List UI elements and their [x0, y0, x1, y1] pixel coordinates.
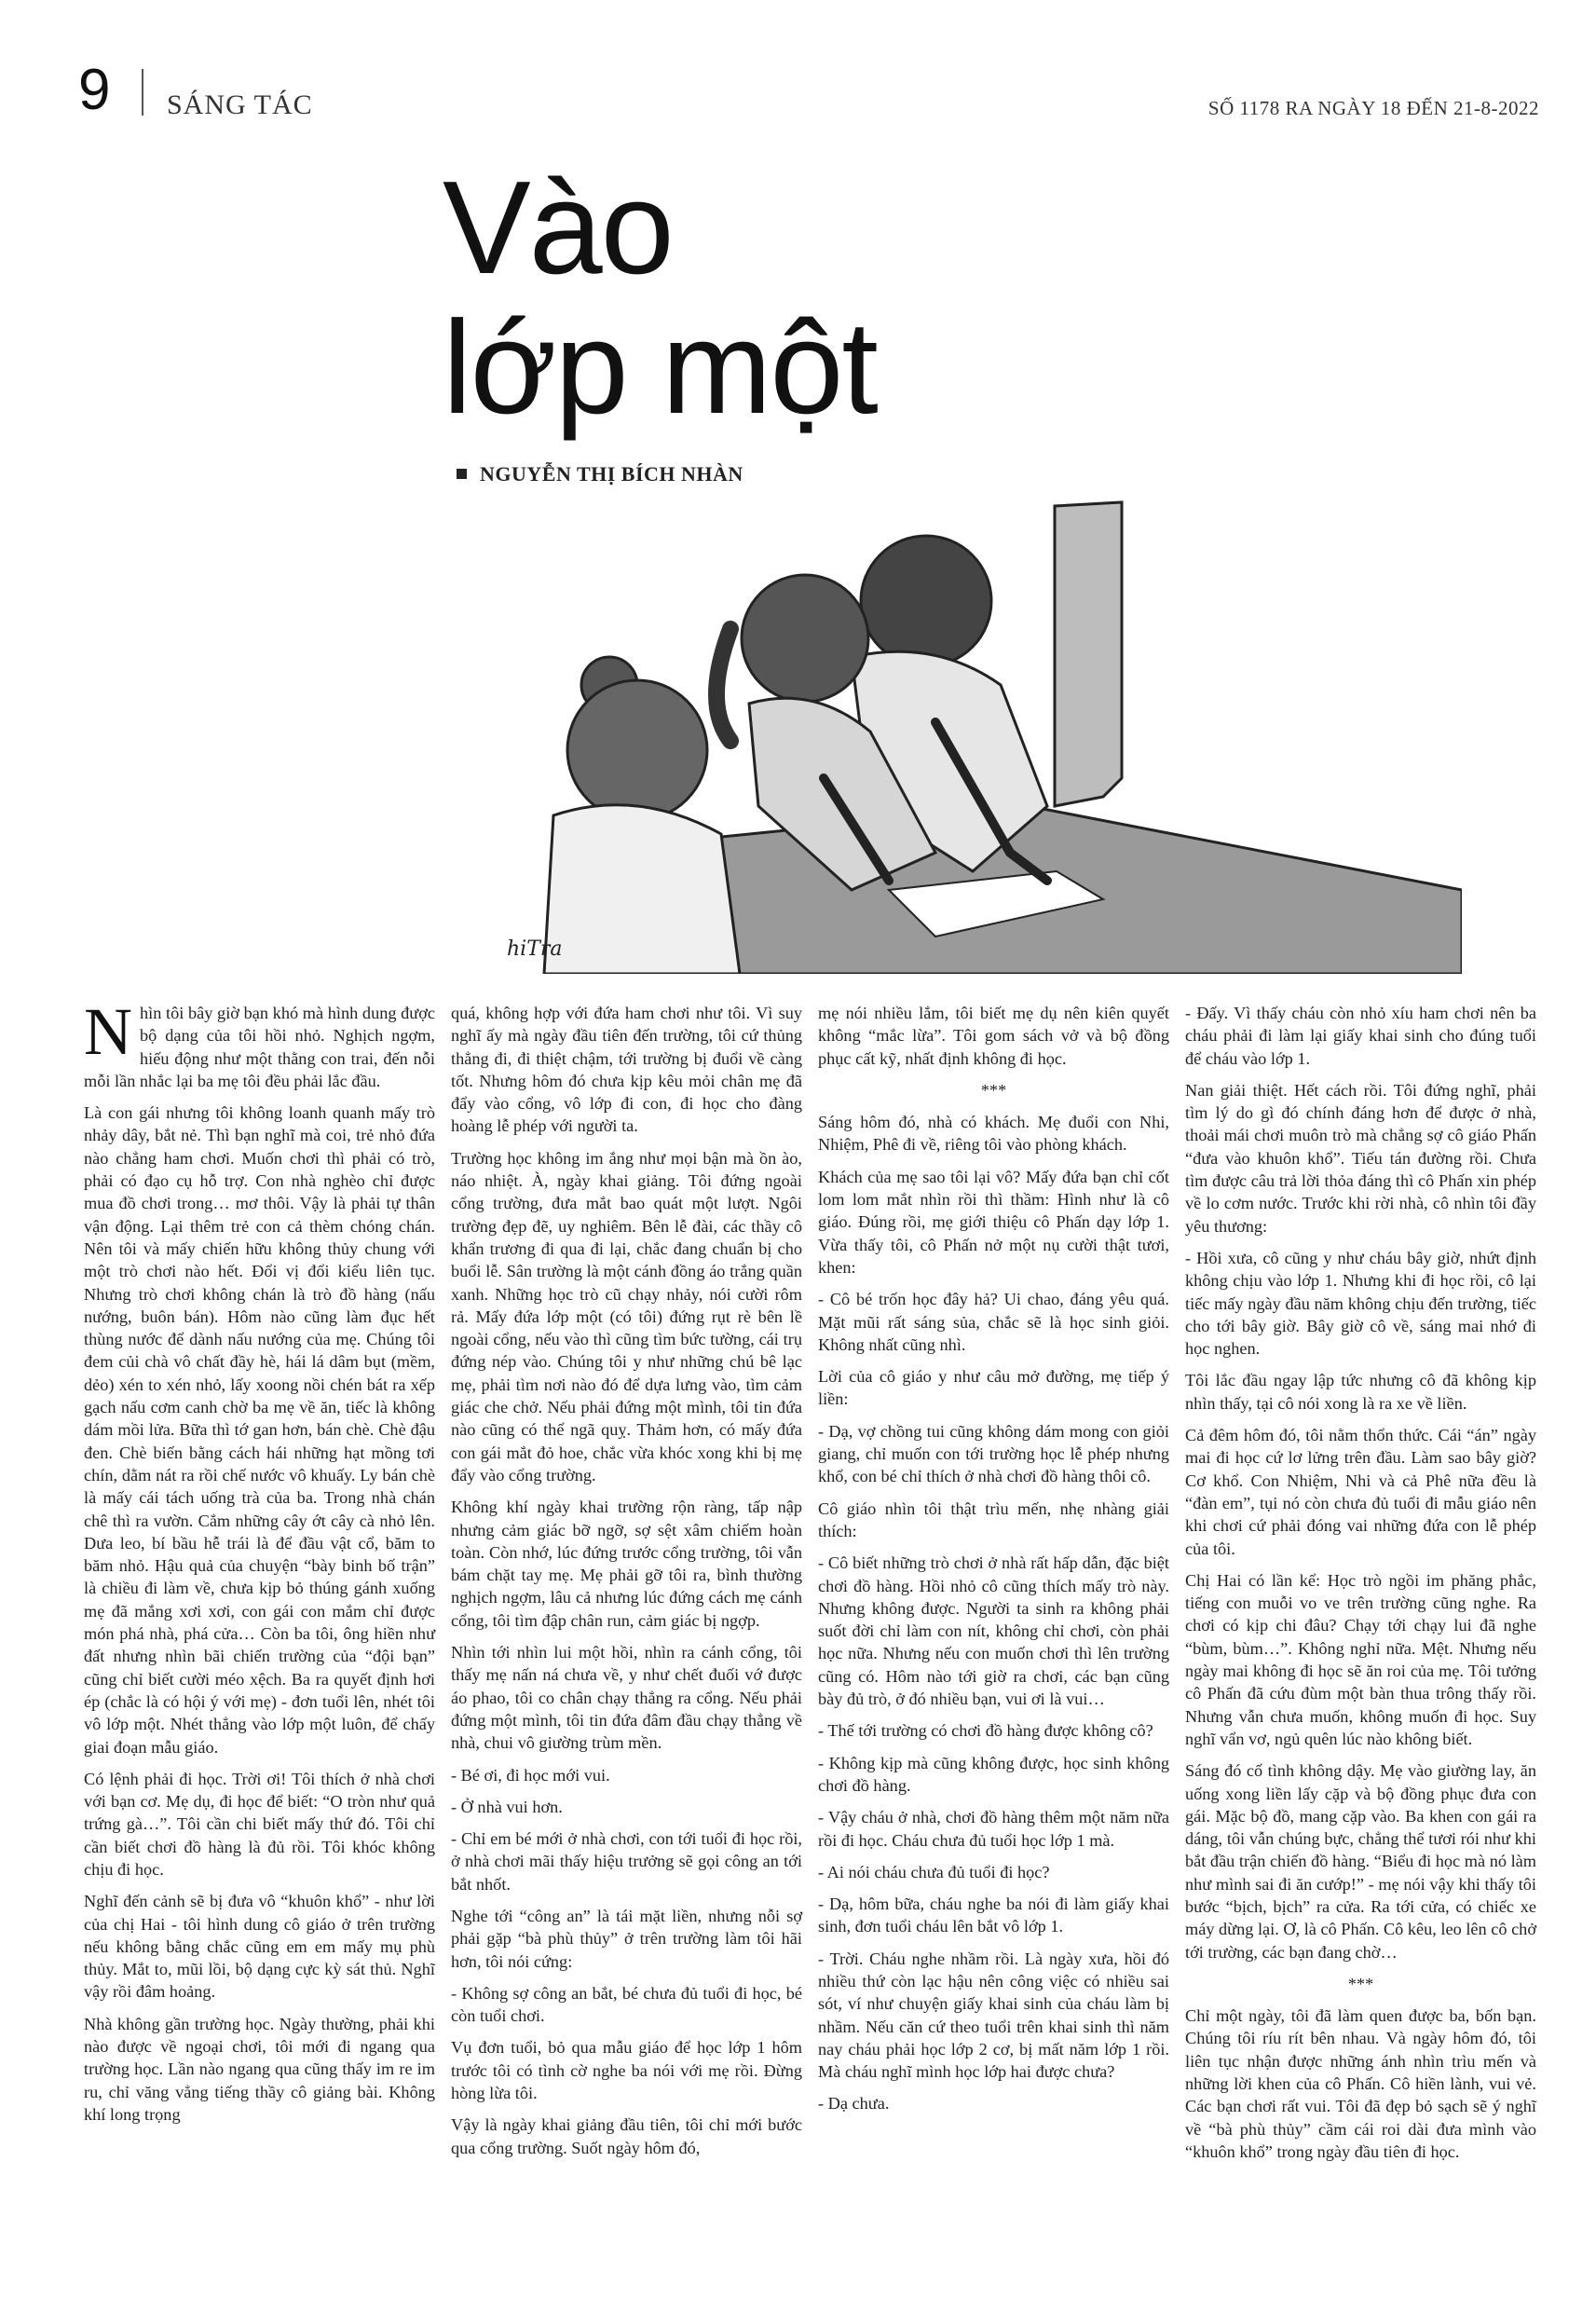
paragraph: - Vậy cháu ở nhà, chơi đồ hàng thêm một năm nữa rồi đi học. Cháu chưa đủ tuổi học lớp 1 mà. — [818, 1808, 1169, 1850]
text-column-3 — [818, 1002, 1169, 2125]
paragraph: - Không kịp mà cũng không được, học sinh không chơi đồ hàng. — [818, 1753, 1169, 1795]
text-column-1 — [84, 994, 435, 2135]
paragraph: Sáng hôm đó, nhà có khách. Mẹ đuổi con Nhi, Nhiệm, Phê đi về, riêng tôi vào phòng khách. — [818, 1113, 1169, 1155]
title-line-1: Vào — [443, 154, 673, 302]
paragraph: Nhìn tới nhìn lui một hồi, nhìn ra cánh cổng, tôi thấy mẹ nấn ná chưa về, y như chết đuối vớ được áo phao, tôi co chân chạy thẳng ra cổng. Nếu phải đứng một mình, tôi tin đứa đâm đầu chạy thẳng về nhà, chui vô giường trùm mền. — [451, 1643, 802, 1753]
title-line-2: lớp một — [443, 294, 877, 442]
paragraph: - Bé ơi, đi học mới vui. — [451, 1765, 610, 1785]
byline — [457, 462, 743, 486]
paragraph: Cô giáo nhìn tôi thật trìu mến, nhẹ nhàng giải thích: — [818, 1498, 1169, 1540]
paragraph: quá, không hợp với đứa ham chơi như tôi. Vì suy nghĩ ấy mà ngày đầu tiên đến trường, tôi cứ thủng thẳng đi, đi thiệt chậm, tới trường bị đuổi về càng tốt. Nhưng hôm đó chưa kịp kêu mỏi chân mẹ đã đẩy vào cổng, vô lớp đi con, đi học cho đàng hoàng lễ phép với người ta. — [451, 1004, 802, 1136]
paragraph: - Ở nhà vui hơn. — [451, 1797, 563, 1816]
paragraph: Chỉ một ngày, tôi đã làm quen được ba, bốn bạn. Chúng tôi ríu rít bên nhau. Và ngày hôm đó, tôi liên tục nhận được những ánh nhìn trìu mến và những lời khen của cô Phấn. Cô hiền lành, vui vẻ. Các bạn chơi rất vui. Tôi đã đẹp bỏ sạch sẽ ý nghĩ về “bà phù thủy” cầm cái roi dài đưa mình vào “khuôn khổ” trong ngày đầu tiên đi học. — [1185, 2006, 1536, 2161]
paragraph: - Dạ chưa. — [818, 2094, 890, 2114]
paragraph: - Cô biết những trò chơi ở nhà rất hấp dẫn, đặc biệt chơi đồ hàng. Hồi nhỏ cô cũng thích mấy trò này. Nhưng không được. Người ta sinh ra không phải suốt đời chỉ làm con nít, không chỉ chơi, còn phải học nữa. Nhưng nếu con muốn chơi thì lên trường cũng có. Hôm nào tới giờ ra chơi, các bạn cũng bày đủ trò, ở đó nhiều bạn, vui ơi là vui… — [818, 1553, 1169, 1709]
paragraph: Lời của cô giáo y như câu mở đường, mẹ tiếp ý liền: — [818, 1367, 1169, 1409]
author-name: NGUYỄN THỊ BÍCH NHÀN — [480, 462, 743, 486]
section-break: *** — [1347, 1974, 1374, 1993]
paragraph: Trường học không im ắng như mọi bận mà ồn ào, náo nhiệt. À, ngày khai giảng. Tôi đứng ngoài cổng trường, đưa mắt bao quát một lượt. Ngôi trường đẹp đẽ, uy nghiêm. Bên lễ đài, các thầy cô khẩn trương đi qua đi lại, chắc đang chuẩn bị cho buổi lễ. Sân trường là một cánh đồng áo trắng quần xanh. Những học trò cũ chạy nhảy, nói cười rôm rả. Mấy đứa lớp một (có tôi) đứng rụt rè bên lề ngoài cổng, nếu vào thì cũng tìm bức tường, cái trụ đứng nép vào. Chúng tôi y như những chú bê lạc mẹ, phải tìm nơi nào đó để dựa lưng vào, tìm cảm giác che chở. Nếu phải đứng một mình, tôi tin đứa nào cũng có thể ngã quỵ. Thảm hơn, có mấy đứa con gái mắt đỏ hoe, chắc vừa khóc xong khi bị mẹ đẩy vào cổng trường. — [451, 1148, 802, 1484]
section-break: *** — [980, 1080, 1007, 1100]
text-column-4 — [1185, 1002, 1536, 2172]
paragraph: mẹ nói nhiều lắm, tôi biết mẹ dụ nên kiên quyết không “mắc lừa”. Tôi gom sách vở và bộ đồng phục cất kỹ, nhất định không đi học. — [818, 1004, 1169, 1068]
paragraph: Tôi lắc đầu ngay lập tức nhưng cô đã không kịp nhìn thấy, tại cô nói xong là ra xe về liền. — [1185, 1371, 1536, 1413]
paragraph: Vụ đơn tuổi, bỏ qua mẫu giáo để học lớp 1 hôm trước tôi có tình cờ nghe ba nói với mẹ rồi. Đừng hòng lừa tôi. — [451, 2038, 802, 2103]
paragraph: Có lệnh phải đi học. Trời ơi! Tôi thích ở nhà chơi với bạn cơ. Mẹ dụ, đi học để biết: “O tròn như quả trứng gà…”. Tôi cần chi biết mấy thứ đó. Tôi chỉ cần biết chơi đồ hàng là đủ rồi. Tôi khóc không chịu đi học. — [84, 1769, 435, 1879]
text-column-2 — [451, 1002, 802, 2168]
paragraph: - Thế tới trường có chơi đồ hàng được không cô? — [818, 1721, 1153, 1741]
illustration-signature: hiTra — [507, 937, 563, 961]
paragraph: Nhìn tôi bây giờ bạn khó mà hình dung được bộ dạng của tôi hồi nhỏ. Nghịch ngợm, hiếu động như một thằng con trai, đến nỗi mỗi lần nhắc lại ba mẹ tôi đều phải lắc đầu. — [84, 994, 435, 1090]
paragraph: - Trời. Cháu nghe nhầm rồi. Là ngày xưa, hồi đó nhiều thứ còn lạc hậu nên công việc có nhiều sai sót, ví như chuyện giấy khai sinh của cháu làm bị nhầm. Nếu căn cứ theo tuổi trên khai sinh thì năm nay cháu phải học lớp 2 cơ, bị mất năm lớp 1 rồi. Mà cháu nghĩ mình học lớp hai được chưa? — [818, 1949, 1169, 2082]
paragraph: Sáng đó cố tình không dậy. Mẹ vào giường lay, ăn uống xong liền lấy cặp và bộ đồng phục đưa con gái. Mặc bộ đồ, mang cặp vào. Ba khen con gái ra dáng, tôi vẫn chúng bực, chẳng thể tươi rói như khi bắt đầu trận chiến đồ hàng. “Biểu đi học mà nó làm như mình sai đi ăn cướp!” - mẹ nói vậy khi thấy tôi bước “bịch, bịch” ra cửa. Ra tới cửa, có chiếc xe máy dừng lại. Ơ, là cô Phấn. Cô kêu, leo lên cô chở tới trường, các bạn đang chờ… — [1185, 1761, 1536, 1962]
paragraph: Nhà không gần trường học. Ngày thường, phải khi nào được về ngoại chơi, tôi mới đi ngang qua trường học. Lần nào ngang qua cũng thấy im re im ru, chỉ văng vẳng tiếng thầy cô giảng bài. Không khí long trọng — [84, 2014, 435, 2124]
paragraph: Là con gái nhưng tôi không loanh quanh mấy trò nhảy dây, bắt nẻ. Thì bạn nghĩ mà coi, trẻ nhỏ đứa nào chẳng ham chơi. Muốn chơi thì phải có trò, phải có đạo cụ hỗ trợ. Con nhà nghèo chỉ được mua đồ chơi trong… mơ thôi. Vậy là phải tự thân vận động. Lại thêm trẻ con cả thèm chóng chán. Nên tôi và mấy chiến hữu không thủy chung với một trò chơi nào hết. Đổi vị đổi kiểu liên tục. Nhưng trò chơi không chán là trò đồ hàng (nấu nướng, buôn bán). Hôm nào cũng làm đục hết thùng nước để dành nấu nướng của mẹ. Chúng tôi đem củi chà vô chất đầy hè, hái lá dâm bụt (mềm, dẻo) xén to xén nhỏ, lấy xoong nồi chén bát ra xếp gạch nấu cơm canh chờ ba mẹ về ăn, tiếc là không dám mồi lửa. Bữa thì tớ gan hơn, bán chè. Chè đậu đen. Chè biến bằng cách hái những hạt mồng tơi chín, dằm nát ra rồi chế nước vô khuấy. Ly bán chè là mấy cái tách uống trà của ba. Trong nhà chán chê thì ra vườn. Cắm những cây ớt cây cà nhỏ lên. Dưa leo, bí bầu hễ trái là để đầu vật cổ, băm to băm nhỏ. Hậu quả của chuyện “bày binh bố trận” là chiều đi làm về, chưa kịp bỏ thúng gánh xuống mẹ đã mắng xơi xơi, con gái con mắm chỉ được món phá nhà, phá cửa… Còn ba tôi, ông hiền như đất nhưng nhìn bãi chiến trường của “đội bạn” cũng chỉ biết cười méo xệch. Ba ra quyết định hơi ép (chắc là có hội ý với mẹ) - đơn tuổi lên, nhét tôi vô lớp một. Nhét thẳng vào lớp một luôn, để chấy giai đoạn mẫu giáo. — [84, 1103, 435, 1757]
paragraph: Không khí ngày khai trường rộn ràng, tấp nập nhưng cảm giác bỡ ngỡ, sợ sệt xâm chiếm hoàn toàn. Còn nhớ, lúc đứng trước cổng trường, tôi vẫn bám chặt tay mẹ. Mẹ phải gỡ tôi ra, bình thường nghịch ngợm, lâu cả nhưng lúc đứng cách mẹ cánh cổng, tôi tìm đập chân run, cảm giác bị ngợp. — [451, 1498, 802, 1630]
paragraph: - Đấy. Vì thấy cháu còn nhỏ xíu ham chơi nên ba cháu phải đi làm lại giấy khai sinh cho đúng tuổi để cháu vào lớp 1. — [1185, 1004, 1536, 1068]
paragraph: - Không sợ công an bắt, bé chưa đủ tuổi đi học, bé còn tuổi chơi. — [451, 1983, 802, 2026]
page-header — [78, 56, 1539, 121]
drop-cap: N — [84, 994, 132, 1069]
paragraph: Cả đêm hôm đó, tôi nằm thổn thức. Cái “án” ngày mai đi học cứ lơ lửng trên đầu. Làm sao bây giờ? Cơ khổ. Con Nhiệm, Nhi và cả Phê nữa đều là “đàn em”, tụi nó còn chưa đủ tuổi đi mẫu giáo nên khi chơi cứ phải đóng vai những đứa con lễ phép của tôi. — [1185, 1426, 1536, 1558]
paragraph: - Cô bé trốn học đây hả? Ui chao, đáng yêu quá. Mặt mũi rất sáng sủa, chắc sẽ là học sinh giỏi. Không nhất cũng nhì. — [818, 1290, 1169, 1354]
paragraph: - Hồi xưa, cô cũng y như cháu bây giờ, nhứt định không chịu vào lớp 1. Nhưng khi đi học rồi, cô lại tiếc mấy ngày đầu năm không chịu đến trường, tiếc cho tới bây giờ. Bây giờ cô về, sáng mai nhớ đi học nghen. — [1185, 1248, 1536, 1359]
paragraph: Khách của mẹ sao tôi lại vô? Mấy đứa bạn chỉ cốt lom lom mắt nhìn rồi thì thầm: Hình như là cô giáo. Đúng rồi, mẹ giới thiệu cô Phấn dạy lớp 1. Vừa thấy tôi, cô Phấn nở một nụ cười thật tươi, khen: — [818, 1167, 1169, 1277]
header-divider — [142, 69, 143, 116]
paragraph: - Chỉ em bé mới ở nhà chơi, con tới tuổi đi học rồi, ở nhà chơi mãi thấy hiệu trưởng sẽ gọi công an tới bắt nhốt. — [451, 1829, 802, 1894]
square-bullet-icon — [457, 469, 467, 479]
paragraph: - Ai nói cháu chưa đủ tuổi đi học? — [818, 1862, 1050, 1881]
article-title — [443, 154, 1095, 442]
page-number: 9 — [78, 58, 111, 122]
paragraph: Nghe tới “công an” là tái mặt liền, nhưng nỗi sợ phải gặp “bà phù thủy” ở trên trường làm tôi hãi hơn, tôi nói cứng: — [451, 1906, 802, 1971]
section-label: SÁNG TÁC — [167, 89, 313, 120]
paragraph: Nghĩ đến cảnh sẽ bị đưa vô “khuôn khổ” - như lời của chị Hai - tôi hình dung cô giáo ở trên trường nếu không bằng chắc cũng em em mấy mụ phù thủy. Mắt to, mũi lồi, bộ dạng cực kỳ sát thủ. Nghĩ vậy rồi đâm hoảng. — [84, 1892, 435, 2002]
paragraph: Vậy là ngày khai giảng đầu tiên, tôi chỉ mới bước qua cổng trường. Suốt ngày hôm đó, — [451, 2115, 802, 2157]
paragraph: - Dạ, vợ chồng tui cũng không dám mong con giỏi giang, chỉ muốn con tới trường học lễ phép nhưng khổ, con bé chỉ thích ở nhà chơi đồ hàng thôi cô. — [818, 1421, 1169, 1486]
issue-info: SỐ 1178 RA NGÀY 18 ĐẾN 21-8-2022 — [1207, 97, 1539, 119]
paragraph: Chị Hai có lần kể: Học trò ngồi im phăng phắc, tiếng con muỗi vo ve trên trường cũng nghe. Ra chơi có kịp chi đâu? Chạy tới chạy lui đã nghe “bùm, bùm…”. Không nghỉ nữa. Mệt. Nhưng nếu ngày mai không đi học sẽ ăn roi của mẹ. Tôi tưởng cô Phấn đã cứu đùm một bàn thua trông thấy rồi. Nhưng vẫn chưa muốn, không muốn đi học. Suy nghĩ vẩn vơ, ngủ quên lúc nào không biết. — [1185, 1570, 1536, 1748]
illustration-children-studying — [451, 499, 1462, 974]
paragraph: Nan giải thiệt. Hết cách rồi. Tôi đứng nghĩ, phải tìm lý do gì đó chính đáng hơn để được ở nhà, thoải mái chơi muôn trò mà chẳng sợ cô giáo Phấn “đưa vào khuôn khổ”. Tiếu tán đường rồi. Chưa tìm được câu trả lời thỏa đáng thì cô Phấn xin phép về lo cơm nước. Trước khi rời nhà, cô nhìn tôi đầy yêu thương: — [1185, 1080, 1536, 1236]
paragraph: - Dạ, hôm bữa, cháu nghe ba nói đi làm giấy khai sinh, đơn tuổi cháu lên bắt vô lớp 1. — [818, 1895, 1169, 1936]
